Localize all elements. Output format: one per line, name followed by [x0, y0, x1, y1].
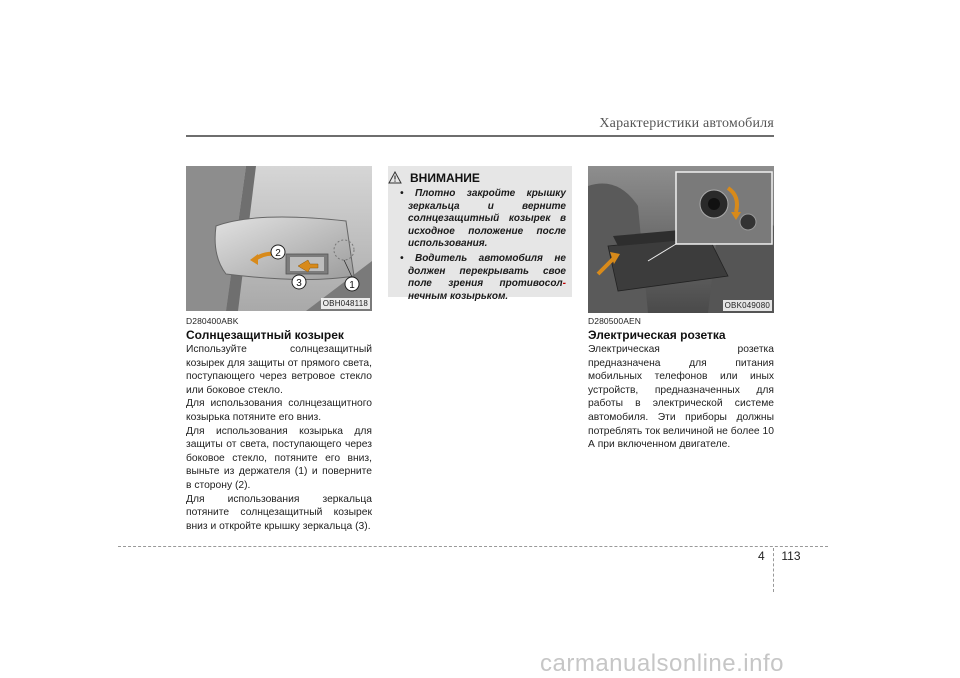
warning-title: ВНИМАНИЕ: [410, 171, 480, 185]
page-number-value: 113: [781, 549, 801, 563]
page-header-title: Характеристики автомобиля: [599, 116, 774, 131]
page-number: [758, 549, 801, 563]
hyphen: -: [562, 278, 566, 290]
warning-triangle-icon: [388, 171, 402, 184]
paragraph: Для использования солнцезащитного козырька потяните его вниз.: [186, 398, 372, 423]
callout-3: 3: [296, 278, 302, 289]
watermark-text: carmanualsonline.info: [540, 650, 784, 677]
header-rule: [186, 135, 774, 137]
figure-code-right: OBK049080: [724, 301, 770, 310]
figure-code-left: OBH048118: [322, 299, 368, 308]
warning-box: [388, 166, 572, 302]
paragraph: Для использования зеркальца потяните солнцезащитный козырек вниз и откройте крышку зеркальца (3).: [186, 493, 372, 532]
footer-rule: [118, 546, 828, 547]
power-outlet-body: [588, 343, 774, 452]
warning-item: • Плотно закройте крышку зеркальца и верните солнцезащитный козырек в исходное положение после использования.: [400, 188, 566, 250]
warning-item: • Водитель автомобиля не должен перекрывать свое поле зрения противосол-нечным козырьком.: [400, 252, 566, 302]
paragraph: Электрическая розетка предназначена для питания мобильных телефонов или иных устройств, предназначенных для работы в электрической системе автомобиля. Эти приборы должны потреблять ток величиной не более 10 А при включенном двигателе.: [588, 344, 774, 451]
sun-visor-figure: [186, 166, 372, 311]
sun-visor-body: [186, 343, 372, 533]
page-number-separator: [773, 548, 774, 592]
callout-2: 2: [275, 248, 281, 259]
sun-visor-illustration: [186, 166, 372, 311]
power-outlet-figure: [588, 166, 774, 313]
warning-list: [398, 188, 566, 305]
section-code-right: D280500AEN: [588, 316, 641, 326]
section-code-left: D280400ABK: [186, 316, 239, 326]
paragraph: Используйте солнцезащитный козырек для защиты от прямого света, поступающего через ветровое стекло или боковое стекло.: [186, 344, 372, 396]
section-heading-sun-visor: Солнцезащитный козырек: [186, 328, 344, 342]
section-heading-power-outlet: Электрическая розетка: [588, 328, 726, 342]
paragraph: Для использования козырька для защиты от света, поступающего через боковое стекло, потяните его вниз, выньте из держателя (1) и поверните в сторону (2).: [186, 425, 372, 491]
callout-1: 1: [349, 280, 355, 291]
power-outlet-illustration: [588, 166, 774, 313]
chapter-number: 4: [758, 549, 765, 563]
